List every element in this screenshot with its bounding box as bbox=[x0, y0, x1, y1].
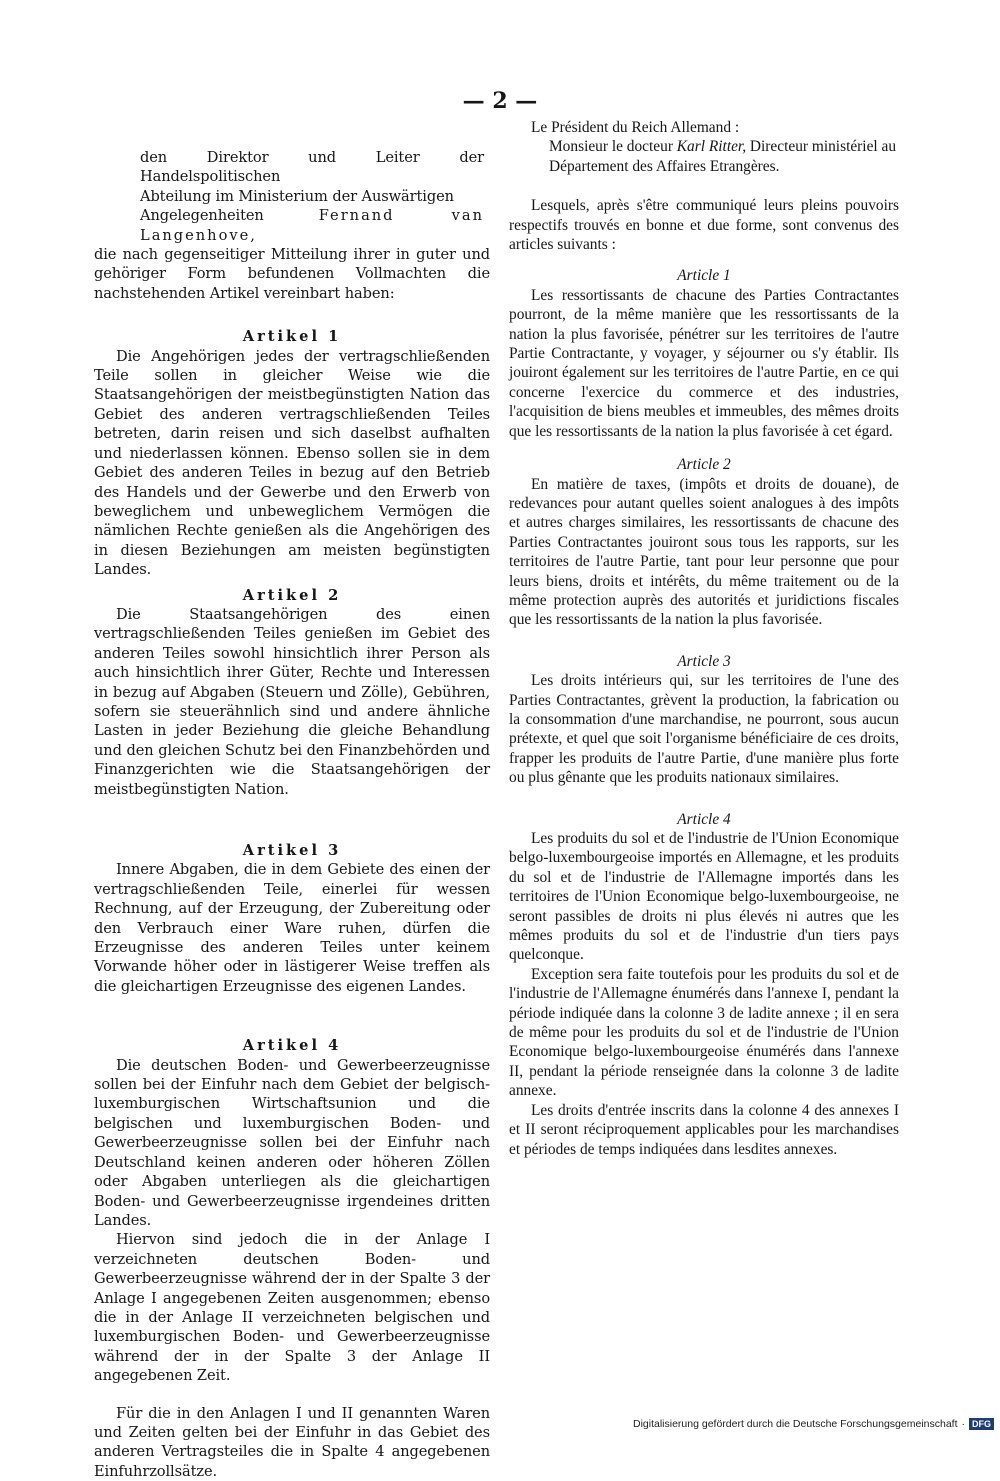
german-column bbox=[94, 118, 490, 1481]
german-article4-paragraph: Für die in den Anlagen I und II genannten Waren und Zeiten gelten bei der Einfuhr in das Gebiet des anderen Vertragsteiles die in Spalte 4 angegebenen Einfuhrzollsätze. bbox=[94, 1404, 490, 1480]
german-plenipotentiary-line: den Direktor und Leiter der Handelspolitischen bbox=[140, 149, 484, 186]
french-article1-text: Les ressortissants de chacune des Parties Contractantes pourront, de la même manière que les ressortissants de la nation la plus favorisée, pénétrer sur les territoires de l'autre Partie Contractante, y voyager, y séjourner ou s'y établir. Ils jouiront également sur les territoires de l'autre Partie, en ce qui concerne l'exercice du commerce et des industries, l'acquisition de biens meubles et immeubles, des mêmes droits que les ressortissants de la nation la plus favorisée à cet égard. bbox=[509, 286, 899, 440]
german-plenipotentiary-line: Abteilung im Ministerium der Auswärtigen bbox=[140, 187, 454, 205]
dfg-logo[interactable]: DFG bbox=[969, 1418, 994, 1430]
french-intro: Lesquels, après s'être communiqué leurs pleins pouvoirs respectifs trouvés en bonne et due forme, sont convenus des articles suivants : bbox=[509, 197, 899, 254]
credit-text: Digitalisierung gefördert durch die Deutsche Forschungsgemeinschaft bbox=[632, 1418, 958, 1430]
digitization-credit bbox=[633, 1418, 994, 1430]
french-article3-heading: Article 3 bbox=[677, 652, 731, 670]
german-article3-text: Innere Abgaben, die in dem Gebiete des einen der vertragschließenden Teile, einerlei für wessen Rechnung, auf der Erzeugung, der Zubereitung oder den Verbrauch einer Ware ruhen, dürfen die Erzeugnisse des anderen Teiles unter keinem Vorwande höher oder in lästigerer Weise treffen als die gleichartigen Erzeugnisse des eigenen Landes. bbox=[94, 861, 490, 995]
german-article2-text: Die Staatsangehörigen des einen vertragschließenden Teiles genießen im Gebiet des anderen Teiles sowohl hinsichtlich ihrer Person als auch hinsichtlich ihrer Güter, Rechte und Interessen in bezug auf Abgaben (Steuern und Zölle), Gebühren, sofern sie steuerähnlich sind und andere ähnliche Lasten in jeder Beziehung die gleiche Behandlung und den gleichen Schutz bei den Finanzbehörden und Finanzgerichten wie die Staatsangehörigen der meistbegünstigten Nation. bbox=[94, 605, 490, 798]
french-article2-text: En matière de taxes, (impôts et droits de douane), de redevances pour autant quelles soient analogues à des impôts et autres charges similaires, les ressortissants de chacune des Parties Contractantes jouiront sous tous les rapports, sur les territoires de l'autre Partie, tant pour leur personne que pour leurs biens, droits et intérêts, du même traitement ou de la même protection auprès des autorités et juridictions fiscales que les ressortissants de la nation la plus favorisée. bbox=[509, 475, 899, 629]
french-article4-paragraph: Les produits du sol et de l'industrie de l'Union Economique belgo-luxembourgeoise importés en Allemagne, et les produits du sol et de l'industrie de l'Allemagne importés dans les territoires de l'Union Economique belgo-luxembourgeoise, ne seront passibles de droits ni plus élevés ni autres que les mêmes produits du sol et de l'industrie d'un tiers pays quelconque. bbox=[509, 830, 899, 964]
german-article4-paragraph: Die deutschen Boden- und Gewerbeerzeugnisse sollen bei der Einfuhr nach dem Gebiet der belgisch-luxemburgischen Wirtschaftsunion und die belgischen und luxemburgischen Boden- und Gewerbeerzeugnisse sollen bei der Einfuhr nach Deutschland keinen anderen oder höheren Zöllen oder Abgaben unterliegen als die gleichartigen Boden- und Gewerbeerzeugnisse irgendeines dritten Landes. bbox=[94, 1056, 490, 1229]
french-president-line: Le Président du Reich Allemand : bbox=[531, 119, 740, 136]
french-article3-text: Les droits intérieurs qui, sur les territoires de l'une des Parties Contractantes, grèvent la production, la fabrication ou la consommation d'une marchandise, ne pourront, sous aucun prétexte, et quel que soit l'organisme bénéficiaire de ces droits, frapper les produits de l'autre Partie, d'une manière plus forte ou plus gênante que les produits nationaux similaires. bbox=[509, 672, 899, 787]
french-plenipotentiary-prefix: Monsieur le docteur bbox=[549, 138, 677, 156]
french-article2-heading: Article 2 bbox=[677, 456, 731, 474]
french-plenipotentiary-name: Karl Ritter, bbox=[676, 138, 747, 156]
page-number: — 2 — bbox=[462, 88, 538, 114]
german-article4-heading: Artikel 4 bbox=[242, 1037, 342, 1055]
french-article1-heading: Article 1 bbox=[677, 267, 731, 285]
german-article4-paragraph: Hiervon sind jedoch die in der Anlage I verzeichneten deutschen Boden- und Gewerbeerzeugnisse während der in der Spalte 3 der Anlage I angegebenen Zeiten ausgenommen; ebenso die in der Anlage II verzeichneten belgischen und luxemburgischen Boden- und Gewerbeerzeugnisse während der in der Spalte 3 der Anlage II angegebenen Zeit. bbox=[94, 1231, 490, 1385]
german-article1-heading: Artikel 1 bbox=[242, 328, 342, 346]
french-article4-paragraph: Exception sera faite toutefois pour les produits du sol et de l'industrie de l'Allemagne énumérés dans l'annexe I, pendant la période indiquée dans la colonne 3 de ladite annexe ; il en sera de même pour les produits du sol et de l'industrie de l'Union Economique belgo-luxembourgeoise énumérés dans l'annexe II, pendant la période renseignée dans la colonne 3 de ladite annexe. bbox=[509, 965, 899, 1100]
french-plenipotentiary-suffix: Directeur ministériel au Département des Affaires Etrangères. bbox=[549, 138, 897, 175]
french-article4-paragraph: Les droits d'entrée inscrits dans la colonne 4 des annexes I et II seront réciproquement applicables pour les marchandises et périodes de temps indiquées dans lesdites annexes. bbox=[509, 1101, 899, 1158]
french-plenipotentiary bbox=[509, 137, 899, 176]
german-intro: die nach gegenseitiger Mitteilung ihrer in guter und gehöriger Form befundenen Vollmachten die nachstehenden Artikel vereinbart haben: bbox=[94, 246, 490, 302]
german-article2-heading: Artikel 2 bbox=[242, 586, 342, 604]
german-plenipotentiary-line bbox=[140, 206, 484, 245]
german-article1-text: Die Angehörigen jedes der vertragschließenden Teile sollen in gleicher Weise wie die Staatsangehörigen der meistbegünstigten Nation das Gebiet des anderen vertragschließenden Teiles betreten, darin reisen und sich daselbst aufhalten und niederlassen können. Ebenso sollen sie in dem Gebiet des anderen Teiles in bezug auf den Betrieb des Handels und der Gewerbe und den Erwerb von beweglichem und unbeweglichem Vermögen die nämlichen Rechte genießen als die Angehörigen des in diesen Beziehungen am meisten begünstigten Landes. bbox=[94, 347, 490, 579]
french-article4-heading: Article 4 bbox=[677, 810, 731, 828]
french-column bbox=[509, 118, 899, 1159]
german-article3-heading: Artikel 3 bbox=[242, 842, 342, 859]
german-plenipotentiary bbox=[94, 148, 490, 245]
german-plenipotentiary-name: Fernand van Langenhove, bbox=[140, 207, 484, 244]
separator-dot: · bbox=[961, 1418, 965, 1430]
german-plenipotentiary-line-text: Angelegenheiten bbox=[140, 207, 264, 225]
